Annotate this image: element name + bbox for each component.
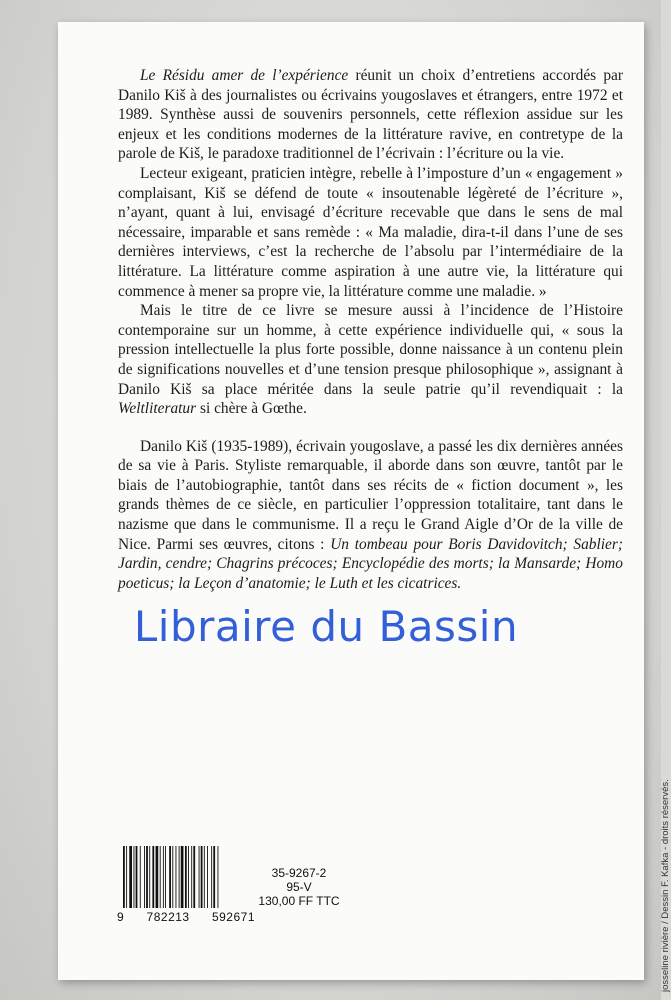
barcode-bar <box>134 846 135 908</box>
barcode-digit-group-1: 782213 <box>146 910 190 924</box>
author-bio <box>118 437 623 594</box>
barcode-bar <box>149 846 150 908</box>
paragraph-3 <box>118 301 623 419</box>
barcode-bars <box>117 846 255 908</box>
barcode-bar <box>146 846 148 908</box>
book-title: Le Résidu amer de l’expérience <box>140 67 349 84</box>
barcode-bar <box>181 846 184 908</box>
paragraph-1-text: réunit un choix d’entretiens accordés par Danilo Kiš à des journalistes ou écrivains yougoslaves et étrangers, entre 1972 et 1989. Synthèse aussi de souvenirs personnels, cette réflexion assidue sur les enjeux et les conditions modernes de la littérature ravive, en contretype de la parole de Kiš, le paradoxe traditionnel de l’écrivain : l’écriture ou la vie. <box>118 67 624 163</box>
barcode-bar <box>204 846 205 908</box>
book-back-cover <box>58 22 671 992</box>
watermark: Libraire du Bassin <box>133 602 519 651</box>
author-bio-text: Danilo Kiš (1935-1989), écrivain yougoslave, a passé les dix dernières années de sa vie à Paris. Styliste remarquable, il aborde dans son œuvre, tantôt par le biais de l’autobiographie, tantôt dans ses récits de « fiction document », les grands thèmes de ce siècle, en particulier l’oppression totalitaire, tant dans le nazisme que dans le communisme. Il a reçu le Grand Aigle d’Or de la ville de Nice. Parmi ses œuvres, citons : <box>118 437 623 553</box>
barcode-bar <box>136 846 138 908</box>
weltliteratur: Weltliteratur <box>118 400 197 418</box>
barcode-bar <box>211 846 212 908</box>
barcode-digit-group-2: 592671 <box>211 910 255 924</box>
barcode-digit-prefix: 9 <box>117 910 125 924</box>
barcode-bar <box>179 846 180 908</box>
barcode-bar <box>169 846 171 908</box>
barcode-bar <box>201 846 203 908</box>
barcode-bar <box>185 846 187 908</box>
blurb-text <box>118 66 623 593</box>
barcode-bar <box>191 846 192 908</box>
publisher-codes <box>258 866 340 908</box>
works-list: Un tombeau pour Boris Davidovitch; Sablier; Jardin, cendre; Chagrins précoces; Encyclopédie des morts; la Mansarde; Homo poeticus; la Leçon d’anatomie; le Luth et les cicatrices. <box>118 535 623 592</box>
barcode-digits <box>117 910 255 924</box>
barcode-bar <box>207 846 208 908</box>
barcode-bar <box>165 846 166 908</box>
barcode-bar <box>172 846 173 908</box>
paragraph-3-end: si chère à Gœthe. <box>196 400 307 418</box>
barcode-bar <box>152 846 154 908</box>
barcode-bar <box>126 846 127 908</box>
barcode-bar <box>213 846 215 908</box>
barcode-bar <box>163 846 164 908</box>
barcode-bar <box>156 846 159 908</box>
paragraph-1 <box>118 66 623 164</box>
price: 130,00 FF TTC <box>258 894 340 908</box>
paragraph-2: Lecteur exigeant, praticien intègre, rebelle à l’imposture d’un « engagement » complaisant, Kiš se défend de toute « insoutenable légèreté de l’écriture », n’ayant, quant à lui, envisagé d’écriture recevable que dans le sens de mal nécessaire, imparable et sans remède : « Ma maladie, dira-t-il dans l’une de ses dernières interviews, c’est la recherche de l’absolu par l’intermédiaire de la littérature. La littérature comme aspiration à une autre vie, la littérature qui commence à mener sa propre vie, la littérature comme une maladie. » <box>118 164 623 300</box>
barcode-bar <box>193 846 195 908</box>
barcode-bar <box>160 846 161 908</box>
barcode-bar <box>188 846 189 908</box>
barcode-bar <box>129 846 132 908</box>
product-code: 95-V <box>286 880 312 894</box>
barcode-bar <box>218 846 219 908</box>
paragraph-3-text: Mais le titre de ce livre se mesure aussi à l’incidence de l’Histoire contemporaine sur un homme, à cette expérience individuelle qui, « sous la pression intellectuelle la plus forte possible, donne naissance à un contenu plein de significations nouvelles et d’une tension presque philosophique », assignant à Danilo Kiš sa place méritée dans la seule patrie qu’il revendiquait : la <box>118 302 623 398</box>
barcode-bar <box>123 846 125 908</box>
barcode-bar <box>176 846 177 908</box>
barcode-bar <box>144 846 145 908</box>
illustration-credit: josseline rivière / Dessin F. Kafka - droits réservés. <box>660 779 671 992</box>
barcode-bar <box>199 846 200 908</box>
section-gap <box>118 419 623 437</box>
barcode-bar <box>140 846 141 908</box>
isbn-code: 35-9267-2 <box>271 866 327 880</box>
barcode <box>117 846 255 922</box>
